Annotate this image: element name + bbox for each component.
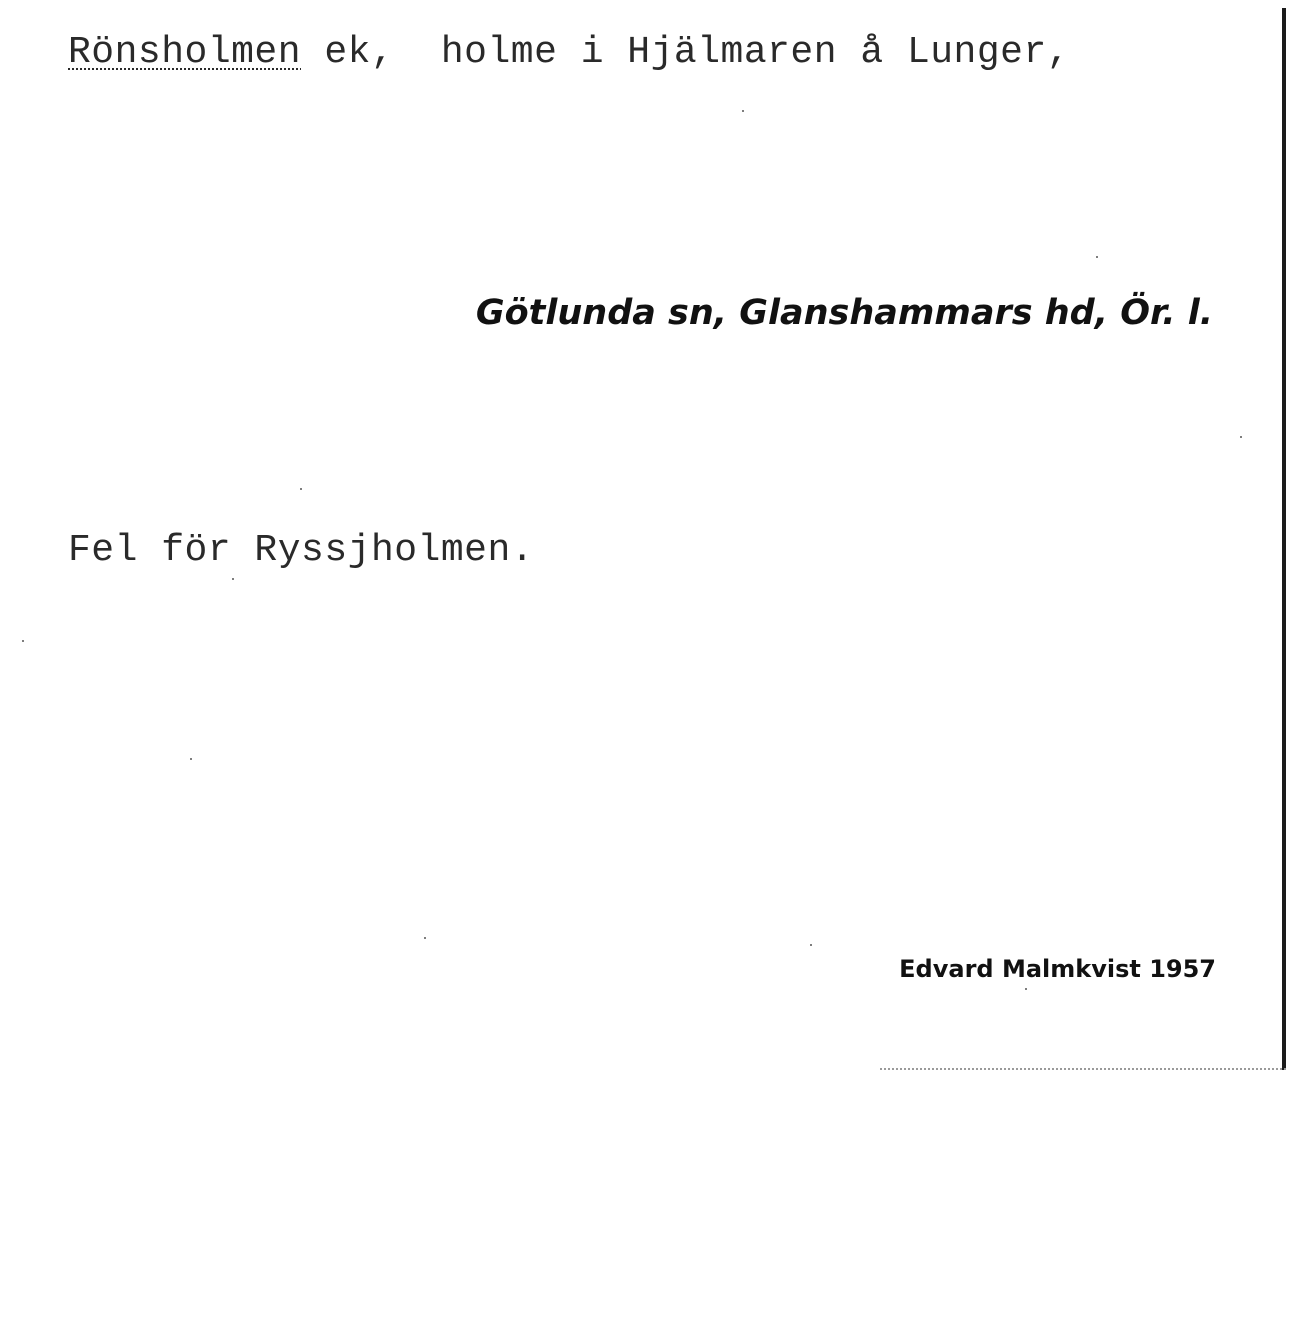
scan-speck bbox=[742, 110, 744, 112]
scan-speck bbox=[1025, 988, 1027, 990]
scan-speck bbox=[300, 488, 302, 490]
scan-speck bbox=[22, 640, 24, 642]
scan-speck bbox=[232, 578, 234, 580]
headword: Rönsholmen bbox=[68, 31, 302, 74]
scan-speck bbox=[810, 944, 812, 946]
scan-speck bbox=[424, 937, 426, 939]
correction-note: Fel för Ryssjholmen. bbox=[68, 529, 535, 572]
parish-stamp: Götlunda sn, Glanshammars hd, Ör. l. bbox=[475, 293, 1213, 333]
entry-description: ek, holme i Hjälmaren å Lunger, bbox=[301, 31, 1071, 74]
scan-speck bbox=[190, 758, 192, 760]
scan-speck bbox=[1096, 256, 1098, 258]
entry-line bbox=[68, 31, 1071, 74]
collector-stamp: Edvard Malmkvist 1957 bbox=[899, 955, 1216, 983]
card-bottom-edge bbox=[880, 1068, 1286, 1070]
scan-speck bbox=[1240, 436, 1242, 438]
card-right-edge bbox=[1282, 8, 1286, 1070]
